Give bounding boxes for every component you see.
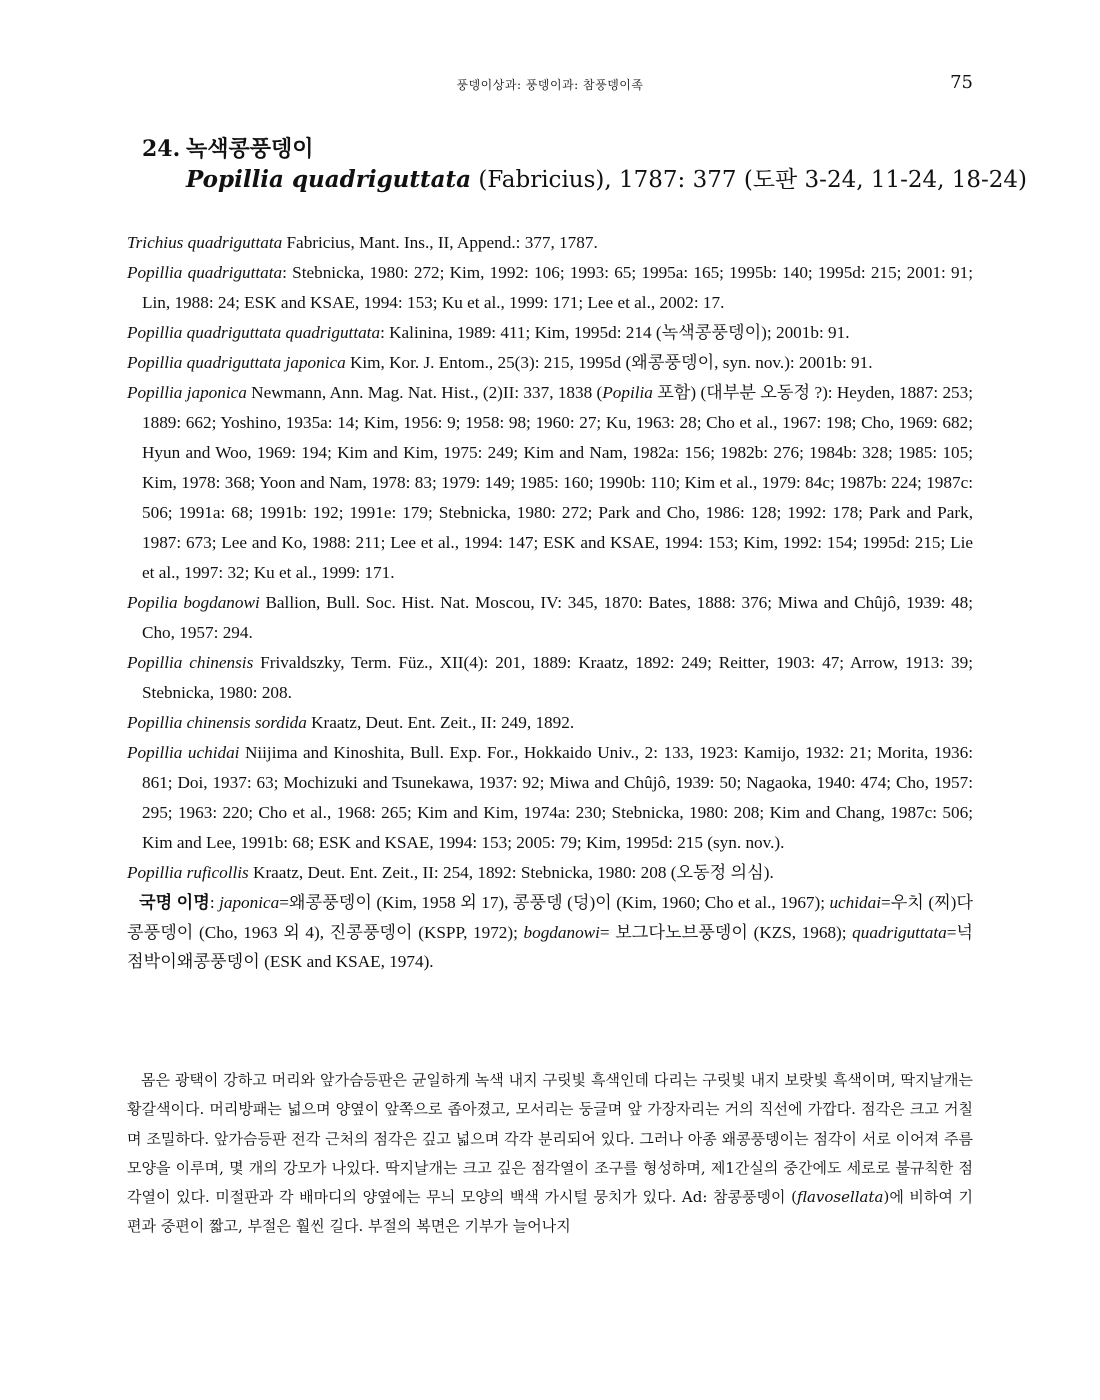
synonym-name: Popillia uchidai bbox=[127, 743, 240, 762]
synonym-entry bbox=[127, 708, 973, 738]
species-scientific-line bbox=[186, 164, 1028, 196]
synonym-name: Popillia japonica bbox=[127, 383, 247, 402]
synonym-name: Popillia quadriguttata bbox=[127, 263, 283, 282]
korean-names-label: 국명 이명 bbox=[139, 893, 210, 912]
synonym-entry bbox=[127, 648, 973, 708]
korean-name-text: =왜콩풍뎅이 (Kim, 1958 외 17), 콩풍뎅 (덩)이 (Kim, 1960; Cho et al., 1967); bbox=[279, 893, 830, 912]
synonym-citation: Fabricius, Mant. Ins., II, Append.: 377, 1787. bbox=[282, 233, 598, 252]
synonym-name: Popillia quadriguttata japonica bbox=[127, 353, 346, 372]
synonym-citation: Kim, Kor. J. Entom., 25(3): 215, 1995d (왜콩풍뎅이, syn. nov.): 2001b: 91. bbox=[345, 353, 873, 372]
description-text: 몸은 광택이 강하고 머리와 앞가슴등판은 균일하게 녹색 내지 구릿빛 흑색인데 다리는 구릿빛 내지 보랏빛 흑색이며, 딱지날개는 황갈색이다. 머리방패는 넓으며 양옆이 앞쪽으로 좁아졌고, 모서리는 둥글며 앞 가장자리는 거의 직선에 가깝다. 점각은 크고 거칠며 조밀하다. 앞가슴등판 전각 근처의 점각은 깊고 넓으며 각각 분리되어 있다. 그러나 아종 왜콩풍뎅이는 점각이 서로 이어져 주름모양을 이루며, 몇 개의 강모가 나있다. 딱지날개는 크고 깊은 점각열이 조구를 형성하며, 제1간실의 중간에도 세로로 불규칙한 점각열이 있다. 미절판과 각 배마디의 양옆에는 무늬 모양의 백색 가시털 뭉치가 있다. Ad: 참콩풍뎅이 ( bbox=[127, 1071, 973, 1207]
synonym-name: Popillia ruficollis bbox=[127, 863, 249, 882]
synonym-citation: Kraatz, Deut. Ent. Zeit., II: 254, 1892: Stebnicka, 1980: 208 (오동정 의심). bbox=[248, 863, 774, 882]
synonym-citation: : Kalinina, 1989: 411; Kim, 1995d: 214 (녹색콩풍뎅이); 2001b: 91. bbox=[380, 323, 850, 342]
korean-name-text: =우치 (찌)다콩풍뎅이 (Cho, 1963 외 4), 진콩풍뎅이 (KSPP, 1972); bbox=[127, 893, 974, 942]
synonym-entry bbox=[127, 858, 973, 888]
description-text: )에 비하여 기편과 중편이 짧고, 부절은 훨씬 길다. 부절의 복면은 기부가 늘어나지 bbox=[127, 1188, 973, 1236]
synonym-entry bbox=[127, 378, 973, 588]
synonym-citation: Ballion, Bull. Soc. Hist. Nat. Moscou, IV: 345, 1870: Bates, 1888: 376; Miwa and Chûjô, 1939: 48; Cho, 1957: 294. bbox=[142, 593, 973, 642]
korean-name-text: = 보그다노브풍뎅이 (KZS, 1968); bbox=[599, 922, 853, 942]
synonym-citation: Niijima and Kinoshita, Bull. Exp. For., Hokkaido Univ., 2: 133, 1923: Kamijo, 1932: 21; Morita, 1936: 861; Doi, 1937: 63; Mochizuki and Tsunekawa, 1937: 92; Miwa and Chûjô, 1939: 50; Nagaoka, 1940: 474; Cho, 1957: 295; 1963: 220; Cho et al., 1968: 265; Kim and Kim, 1974a: 230; Stebnicka, 1980: 208; Kim and Chang, 1987c: 506; Kim and Lee, 1991b: 68; ESK and KSAE, 1994: 153; 2005: 79; Kim, 1995d: 215 (syn. nov.). bbox=[142, 743, 973, 852]
korean-names-colon: : bbox=[209, 893, 220, 912]
korean-alternate-names bbox=[127, 888, 973, 977]
synonym-name: Popilia bbox=[602, 383, 653, 402]
species-heading bbox=[142, 134, 982, 164]
synonym-citation: Kraatz, Deut. Ent. Zeit., II: 249, 1892. bbox=[306, 713, 575, 732]
synonym-name: japonica bbox=[219, 893, 280, 912]
species-scientific-name: Popillia quadriguttata bbox=[186, 166, 472, 193]
synonym-entry bbox=[127, 738, 973, 858]
synonym-citation: Frivaldszky, Term. Füz., XII(4): 201, 1889: Kraatz, 1892: 249; Reitter, 1903: 47; Arrow, 1913: 39; Stebnicka, 1980: 208. bbox=[142, 653, 973, 702]
synonym-name: Popillia chinensis sordida bbox=[127, 713, 307, 732]
synonym-name: Popilia bogdanowi bbox=[127, 593, 260, 612]
synonym-name: Trichius quadriguttata bbox=[127, 233, 283, 252]
synonym-entry bbox=[127, 588, 973, 648]
synonym-name: uchidai bbox=[829, 893, 882, 912]
species-description bbox=[127, 1066, 973, 1242]
synonymy-list bbox=[127, 228, 973, 977]
species-authority: (Fabricius), 1787: 377 (도판 3-24, 11-24, 18-24) bbox=[471, 167, 1028, 193]
synonym-name: bogdanowi bbox=[523, 922, 600, 942]
description-italic-name: flavosellata bbox=[796, 1188, 884, 1207]
synonym-entry bbox=[127, 318, 973, 348]
synonym-name: Popillia quadriguttata quadriguttata bbox=[127, 323, 381, 342]
synonym-citation: Newmann, Ann. Mag. Nat. Hist., (2)II: 337, 1838 ( bbox=[246, 383, 603, 402]
korean-name-text: =넉점박이왜콩풍뎅이 (ESK and KSAE, 1974). bbox=[127, 922, 973, 971]
species-korean-name: 녹색콩풍뎅이 bbox=[186, 136, 314, 162]
page-number: 75 bbox=[950, 72, 973, 93]
species-title bbox=[142, 134, 1028, 196]
synonym-entry bbox=[127, 258, 973, 318]
species-number: 24. bbox=[142, 136, 181, 162]
synonym-citation: 포함) (대부분 오동정 ?): Heyden, 1887: 253; 1889: 662; Yoshino, 1935a: 14; Kim, 1956: 9; 1958: 98; 1960: 27; Ku, 1963: 28; Cho et al., 1967: 198; Cho, 1969: 682; Hyun and Woo, 1969: 194; Kim and Kim, 1975: 249; Kim and Nam, 1982a: 156; 1982b: 276; 1984b: 328; 1985: 105; Kim, 1978: 368; Yoon and Nam, 1978: 83; 1979: 149; 1985: 160; 1990b: 110; Kim et al., 1979: 84c; 1987b: 224; 1987c: 506; 1991a: 68; 1991b: 192; 1991e: 179; Stebnicka, 1980: 272; Park and Cho, 1986: 128; 1992: 178; Park and Park, 1987: 673; Lee and Ko, 1988: 211; Lee et al., 1994: 147; ESK and KSAE, 1994: 153; Kim, 1992: 154; 1995d: 215; Lie et al., 1997: 32; Ku et al., 1999: 171. bbox=[142, 383, 974, 582]
synonym-entry bbox=[127, 228, 973, 258]
synonym-entry bbox=[127, 348, 973, 378]
synonym-name: Popillia chinensis bbox=[127, 653, 254, 672]
synonym-citation: : Stebnicka, 1980: 272; Kim, 1992: 106; 1993: 65; 1995a: 165; 1995b: 140; 1995d: 215; 2001: 91; Lin, 1988: 24; ESK and KSAE, 1994: 153; Ku et al., 1999: 171; Lee et al., 2002: 17. bbox=[142, 263, 974, 312]
synonym-name: quadriguttata bbox=[852, 922, 947, 942]
running-head: 풍뎅이상과: 풍뎅이과: 참풍뎅이족 bbox=[456, 78, 644, 92]
